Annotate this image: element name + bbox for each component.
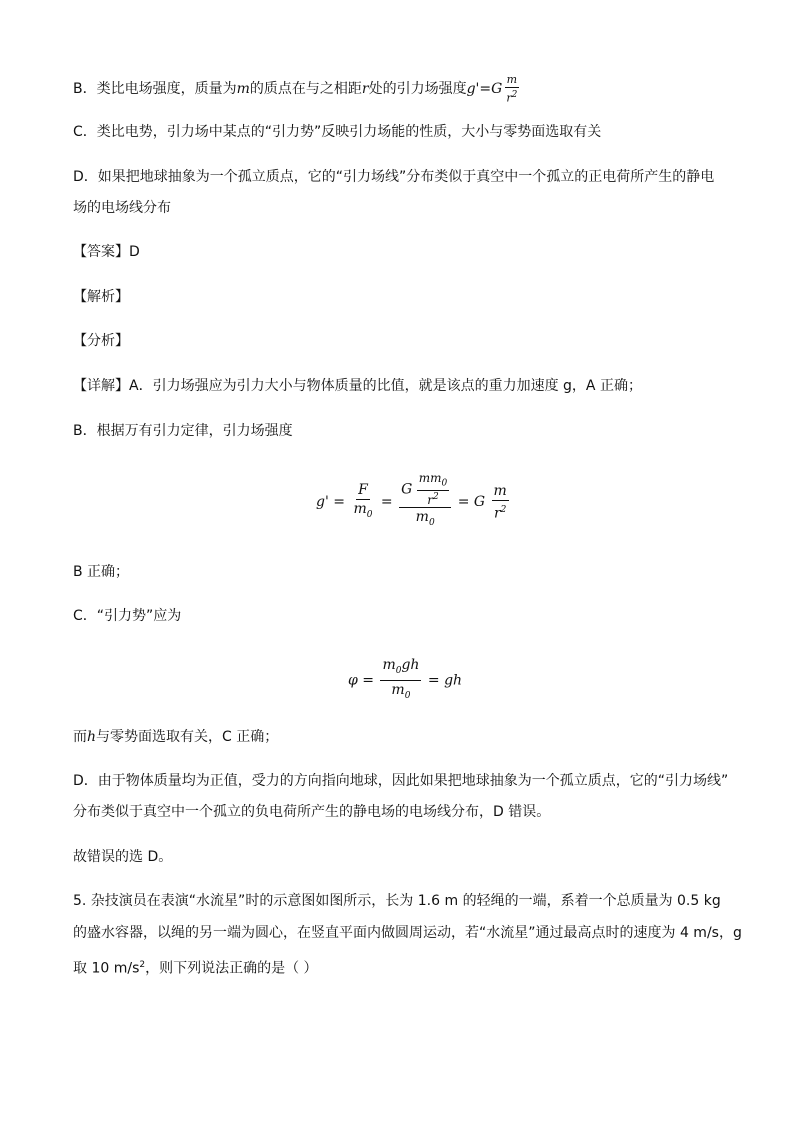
den-exp: 2 bbox=[511, 90, 518, 100]
conclusion: 故错误的选 D。 bbox=[73, 849, 173, 865]
option-b-text: B．类比电场强度，质量为 bbox=[73, 80, 237, 97]
eq2-num-gh: gh bbox=[401, 657, 420, 673]
c-line-pre: 而 bbox=[73, 729, 87, 745]
eq1-f1-num: F bbox=[358, 481, 368, 498]
eq1-f3-den-r: r bbox=[493, 505, 501, 522]
eq1-equals: = bbox=[380, 494, 393, 511]
den-r: r bbox=[506, 91, 512, 105]
var-m: m bbox=[236, 80, 250, 97]
eq1-f2-num bbox=[399, 472, 451, 508]
eq2-lhs: φ = bbox=[348, 672, 374, 689]
eq1-lhs: g' = bbox=[316, 494, 345, 511]
eq1-inner-num bbox=[417, 472, 450, 491]
eq1-f2-den-m: m bbox=[415, 509, 429, 526]
option-b-text2: 的质点在与之相距 bbox=[249, 80, 362, 97]
eq1-equals-G: = G bbox=[457, 494, 486, 511]
eq2-frac bbox=[380, 656, 421, 705]
eq1-f3-den bbox=[492, 501, 508, 523]
option-b-text3: 处的引力场强度 bbox=[368, 80, 467, 97]
option-b-fraction bbox=[504, 72, 519, 106]
eq1-inner-num-text: mm bbox=[418, 471, 442, 485]
q5-line3-pre: 取 10 m/s bbox=[73, 960, 140, 977]
var-r: r bbox=[361, 80, 369, 97]
q5-line1: 5. 杂技演员在表演“水流星”时的示意图如图所示，长为 1.6 m 的轻绳的一端，系着一个总质量为 0.5 kg bbox=[73, 893, 721, 909]
equation-potential bbox=[348, 656, 462, 705]
analysis-heading: 【解析】 bbox=[73, 289, 129, 305]
eq1-f2-den bbox=[414, 508, 437, 532]
fenxi-heading: 【分析】 bbox=[73, 333, 129, 349]
fraction-den bbox=[504, 88, 519, 106]
q5-line2: 的盛水容器，以绳的另一端为圆心，在竖直平面内做圆周运动，若“水流星”通过最高点时的速度为 4 m/s，g bbox=[73, 925, 742, 941]
eq1-inner-num-sub: 0 bbox=[441, 478, 448, 489]
eq1-inner-den bbox=[427, 491, 438, 507]
detail-d-line2: 分布类似于真空中一个孤立的负电荷所产生的静电场的电场线分布，D 错误。 bbox=[73, 804, 551, 820]
var-h: h bbox=[87, 729, 97, 745]
option-d-line2: 场的电场线分布 bbox=[73, 200, 171, 216]
option-b bbox=[73, 72, 521, 106]
eq1-frac3 bbox=[492, 482, 509, 523]
equation-field-strength bbox=[316, 472, 511, 532]
eq1-f3-den-exp: 2 bbox=[500, 504, 507, 515]
eq1-f2-den-sub: 0 bbox=[428, 518, 435, 529]
option-c: C．类比电势，引力场中某点的“引力势”反映引力场能的性质，大小与零势面选取有关 bbox=[73, 124, 602, 140]
eq1-inner-den-exp: 2 bbox=[433, 492, 439, 503]
eq1-f1-den bbox=[351, 500, 374, 524]
detail-b: B．根据万有引力定律，引力场强度 bbox=[73, 423, 293, 439]
g-prime: g'=G bbox=[466, 80, 503, 97]
option-d-line1: D．如果把地球抽象为一个孤立质点，它的“引力场线”分布类似于真空中一个孤立的正电荷所产生的静电 bbox=[73, 169, 715, 185]
eq2-den bbox=[389, 681, 412, 705]
eq2-den-sub: 0 bbox=[404, 690, 411, 701]
eq1-G: G bbox=[401, 481, 413, 498]
fraction-num: m bbox=[506, 73, 518, 86]
q5-line3-exp: 2 bbox=[139, 960, 146, 970]
c-correct bbox=[73, 727, 278, 747]
answer: 【答案】D bbox=[73, 244, 140, 260]
eq1-inner-den-text: r bbox=[427, 493, 433, 508]
detail-c: C．“引力势”应为 bbox=[73, 608, 182, 624]
eq1-f3-num: m bbox=[493, 482, 507, 499]
q5-line3 bbox=[73, 955, 318, 979]
eq1-f1-den-m: m bbox=[353, 500, 367, 517]
eq2-num bbox=[380, 656, 421, 681]
q5-line3-post: ，则下列说法正确的是（ ） bbox=[145, 960, 318, 977]
eq1-inner-frac bbox=[417, 472, 450, 507]
eq1-frac1 bbox=[351, 481, 374, 524]
detail-a: 【详解】A．引力场强应为引力大小与物体质量的比值，就是该点的重力加速度 g，A 正确； bbox=[73, 378, 642, 394]
eq2-rhs: = gh bbox=[427, 672, 463, 689]
detail-d-line1: D．由于物体质量均为正值，受力的方向指向地球，因此如果把地球抽象为一个孤立质点，它的“引力场线” bbox=[73, 773, 729, 789]
eq2-den-m: m bbox=[391, 681, 405, 698]
eq1-f1-den-sub: 0 bbox=[366, 509, 373, 520]
eq2-num-sub: 0 bbox=[395, 665, 402, 676]
c-line-post: 与零势面选取有关，C 正确； bbox=[96, 729, 279, 745]
b-correct: B 正确； bbox=[73, 564, 130, 580]
eq2-num-m: m bbox=[382, 657, 396, 673]
eq1-frac2 bbox=[399, 472, 451, 532]
